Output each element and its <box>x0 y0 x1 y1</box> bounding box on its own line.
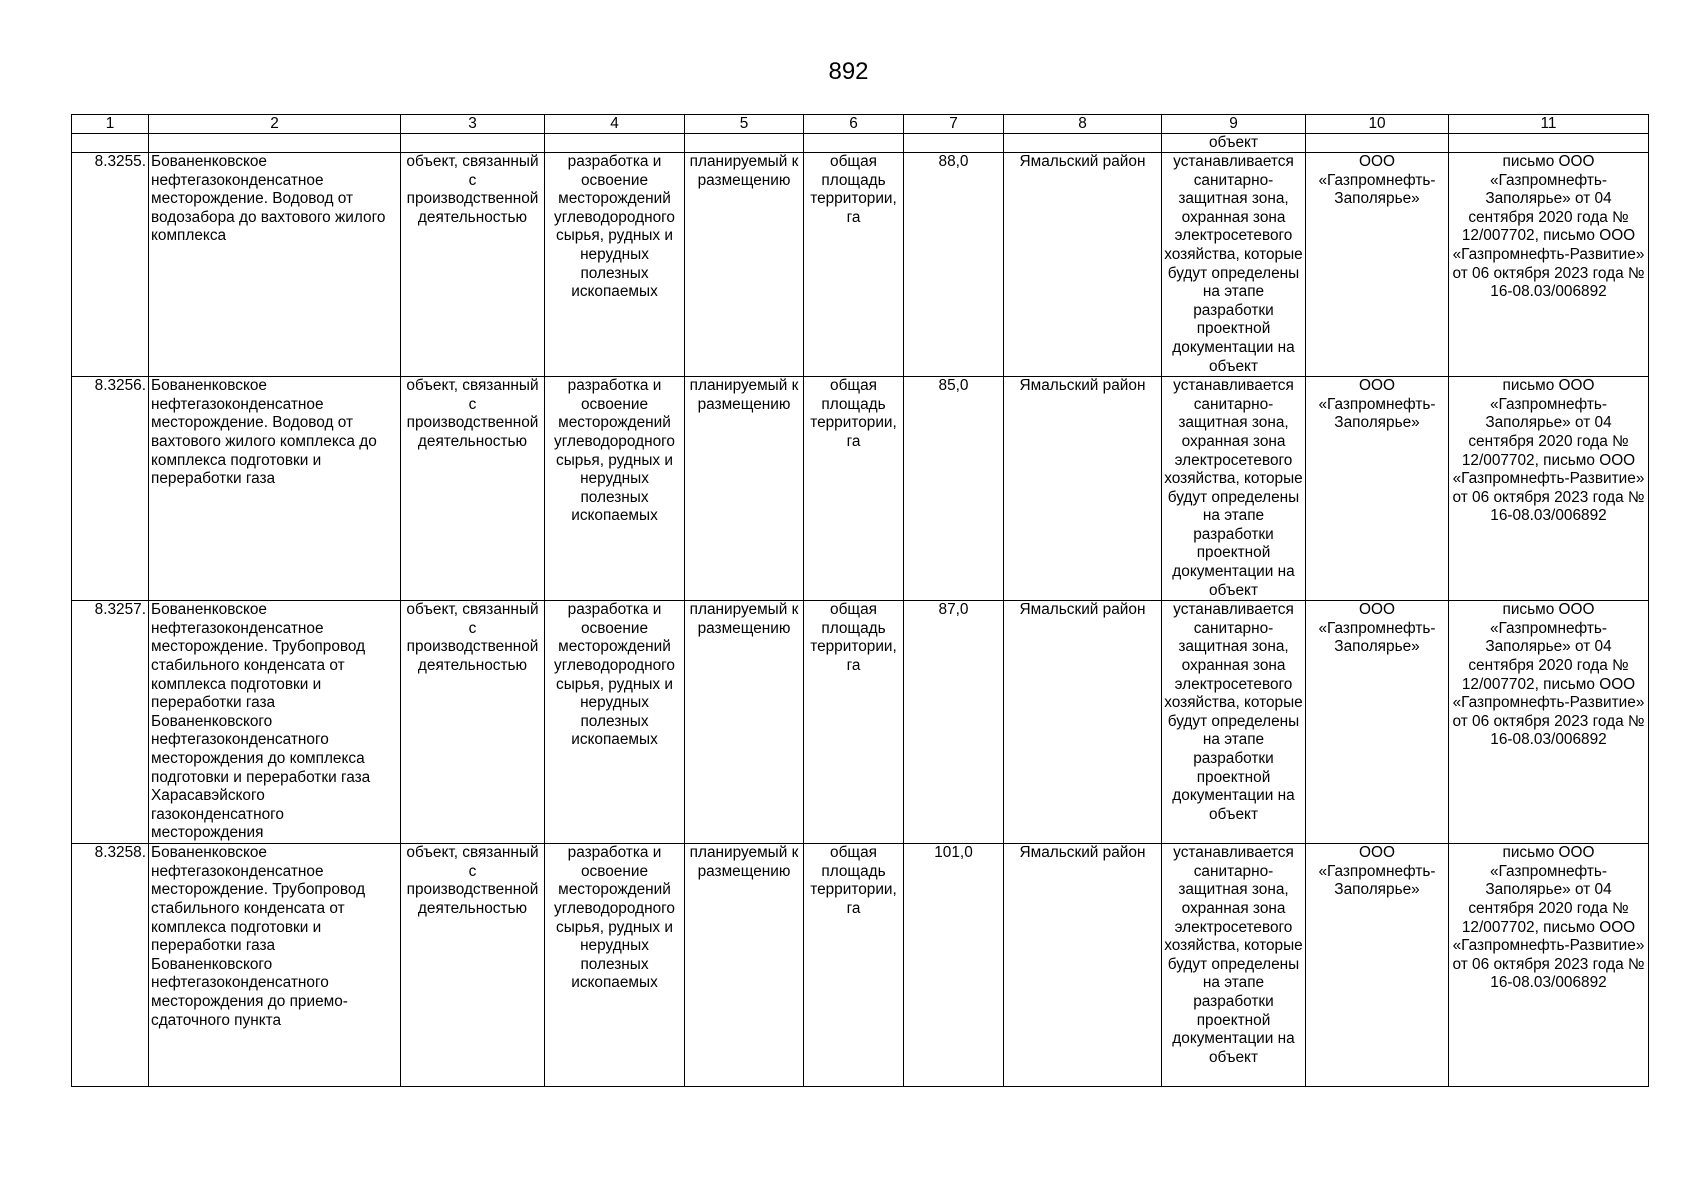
row-number: 8.3257. <box>72 601 149 844</box>
empty-cell <box>72 134 149 153</box>
object-status: планируемый к размещению <box>685 153 804 377</box>
column-number: 9 <box>1162 115 1306 134</box>
object-location: Ямальский район <box>1004 153 1162 377</box>
characteristic-value: 88,0 <box>904 153 1004 377</box>
row-number: 8.3258. <box>72 844 149 1087</box>
basis-document: письмо ООО «Газпромнефть-Заполярье» от 04 сентября 2020 года № 12/007702, письмо ООО «Газпромнефть-Развитие» от 06 октября 2023 года № 16-08.03/006892 <box>1449 601 1649 844</box>
object-status: планируемый к размещению <box>685 844 804 1087</box>
empty-cell <box>401 134 545 153</box>
object-purpose: разработка и освоение месторождений углеводородного сырья, рудных и нерудных полезных ископаемых <box>545 601 685 844</box>
object-type: объект, связанный с производственной деятельностью <box>401 377 545 601</box>
empty-cell <box>149 134 401 153</box>
object-characteristic: общая площадь территории, га <box>804 844 904 1087</box>
column-number: 11 <box>1449 115 1649 134</box>
column-number-row <box>72 115 1649 134</box>
continuation-zone-cell: объект <box>1162 134 1306 153</box>
row-number: 8.3256. <box>72 377 149 601</box>
object-location: Ямальский район <box>1004 601 1162 844</box>
table-row <box>72 377 1649 601</box>
characteristic-value: 101,0 <box>904 844 1004 1087</box>
empty-cell <box>545 134 685 153</box>
object-characteristic: общая площадь территории, га <box>804 153 904 377</box>
empty-cell <box>804 134 904 153</box>
column-number: 7 <box>904 115 1004 134</box>
column-number: 2 <box>149 115 401 134</box>
column-number: 5 <box>685 115 804 134</box>
column-number: 6 <box>804 115 904 134</box>
table-row <box>72 153 1649 377</box>
column-number: 4 <box>545 115 685 134</box>
continuation-row <box>72 134 1649 153</box>
empty-cell <box>1004 134 1162 153</box>
object-type: объект, связанный с производственной деятельностью <box>401 601 545 844</box>
restriction-zone: устанавливается санитарно-защитная зона, охранная зона электросетевого хозяйства, которые будут определены на этапе разработки проектной документации на объект <box>1162 601 1306 844</box>
restriction-zone: устанавливается санитарно-защитная зона, охранная зона электросетевого хозяйства, которые будут определены на этапе разработки проектной документации на объект <box>1162 153 1306 377</box>
table-row <box>72 844 1649 1087</box>
object-name: Бованенковское нефтегазоконденсатное месторождение. Трубопровод стабильного конденсата от комплекса подготовки и переработки газа Бованенковского нефтегазоконденсатного месторождения до комплекса подготовки и переработки газа Харасавэйского газоконденсатного месторождения <box>149 601 401 844</box>
object-characteristic: общая площадь территории, га <box>804 601 904 844</box>
characteristic-value: 85,0 <box>904 377 1004 601</box>
page-number: 892 <box>828 58 869 85</box>
object-location: Ямальский район <box>1004 844 1162 1087</box>
object-location: Ямальский район <box>1004 377 1162 601</box>
basis-document: письмо ООО «Газпромнефть-Заполярье» от 04 сентября 2020 года № 12/007702, письмо ООО «Газпромнефть-Развитие» от 06 октября 2023 года № 16-08.03/006892 <box>1449 377 1649 601</box>
column-number: 8 <box>1004 115 1162 134</box>
organization: ООО «Газпромнефть-Заполярье» <box>1306 153 1449 377</box>
empty-cell <box>685 134 804 153</box>
object-name: Бованенковское нефтегазоконденсатное месторождение. Водовод от вахтового жилого комплекса до комплекса подготовки и переработки газа <box>149 377 401 601</box>
characteristic-value: 87,0 <box>904 601 1004 844</box>
organization: ООО «Газпромнефть-Заполярье» <box>1306 844 1449 1087</box>
object-purpose: разработка и освоение месторождений углеводородного сырья, рудных и нерудных полезных ископаемых <box>545 377 685 601</box>
row-number: 8.3255. <box>72 153 149 377</box>
column-number: 3 <box>401 115 545 134</box>
object-type: объект, связанный с производственной деятельностью <box>401 153 545 377</box>
empty-cell <box>904 134 1004 153</box>
object-type: объект, связанный с производственной деятельностью <box>401 844 545 1087</box>
column-number: 1 <box>72 115 149 134</box>
organization: ООО «Газпромнефть-Заполярье» <box>1306 377 1449 601</box>
column-number: 10 <box>1306 115 1449 134</box>
object-name: Бованенковское нефтегазоконденсатное месторождение. Водовод от водозабора до вахтового жилого комплекса <box>149 153 401 377</box>
basis-document: письмо ООО «Газпромнефть-Заполярье» от 04 сентября 2020 года № 12/007702, письмо ООО «Газпромнефть-Развитие» от 06 октября 2023 года № 16-08.03/006892 <box>1449 153 1649 377</box>
object-purpose: разработка и освоение месторождений углеводородного сырья, рудных и нерудных полезных ископаемых <box>545 844 685 1087</box>
object-characteristic: общая площадь территории, га <box>804 377 904 601</box>
organization: ООО «Газпромнефть-Заполярье» <box>1306 601 1449 844</box>
registry-table <box>71 114 1649 1087</box>
object-status: планируемый к размещению <box>685 601 804 844</box>
table-row <box>72 601 1649 844</box>
object-status: планируемый к размещению <box>685 377 804 601</box>
basis-document: письмо ООО «Газпромнефть-Заполярье» от 04 сентября 2020 года № 12/007702, письмо ООО «Газпромнефть-Развитие» от 06 октября 2023 года № 16-08.03/006892 <box>1449 844 1649 1087</box>
restriction-zone: устанавливается санитарно-защитная зона, охранная зона электросетевого хозяйства, которые будут определены на этапе разработки проектной документации на объект <box>1162 844 1306 1087</box>
object-purpose: разработка и освоение месторождений углеводородного сырья, рудных и нерудных полезных ископаемых <box>545 153 685 377</box>
restriction-zone: устанавливается санитарно-защитная зона, охранная зона электросетевого хозяйства, которые будут определены на этапе разработки проектной документации на объект <box>1162 377 1306 601</box>
empty-cell <box>1306 134 1449 153</box>
empty-cell <box>1449 134 1649 153</box>
object-name: Бованенковское нефтегазоконденсатное месторождение. Трубопровод стабильного конденсата от комплекса подготовки и переработки газа Бованенковского нефтегазоконденсатного месторождения до приемо-сдаточного пункта <box>149 844 401 1087</box>
